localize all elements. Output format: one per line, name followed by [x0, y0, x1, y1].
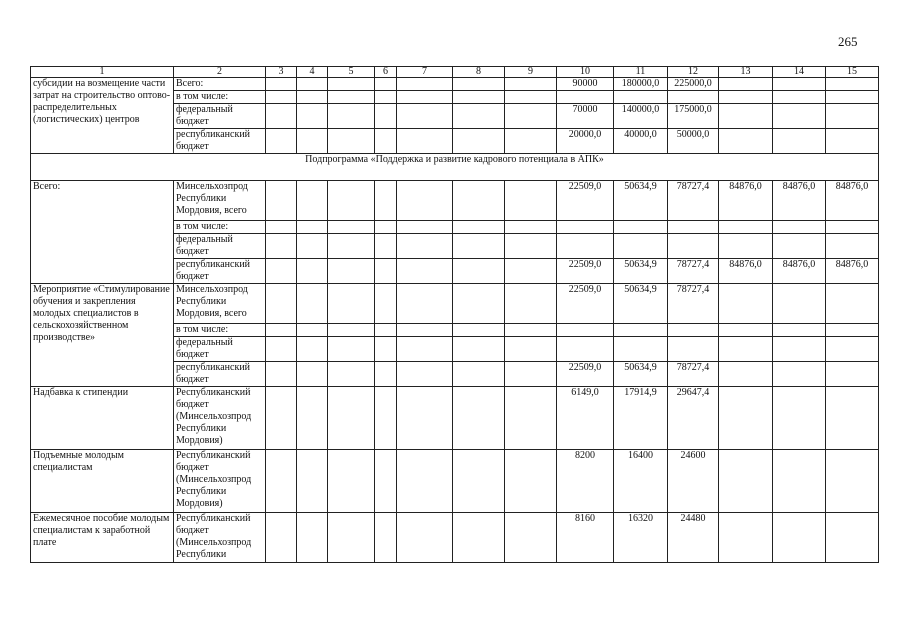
value-cell: 22509,0 [557, 362, 614, 387]
value-cell: 84876,0 [826, 259, 879, 284]
value-cell [826, 78, 879, 91]
row-label: Подъемные молодым специалистам [31, 450, 174, 513]
value-cell: 22509,0 [557, 181, 614, 221]
value-cell: 16320 [614, 513, 668, 563]
column-header: 2 [174, 67, 266, 78]
column-header: 11 [614, 67, 668, 78]
table-row [31, 387, 879, 450]
table-row [31, 181, 879, 221]
budget-source: республиканский бюджет [174, 129, 266, 154]
value-cell: 140000,0 [614, 104, 668, 129]
value-cell: 50634,9 [614, 284, 668, 324]
value-cell: 70000 [557, 104, 614, 129]
page-number: 265 [838, 34, 858, 49]
budget-source: в том числе: [174, 324, 266, 337]
row-label: субсидии на возмещение части затрат на строительство оптово-распределительных (логистических) центров [31, 78, 174, 154]
value-cell: 20000,0 [557, 129, 614, 154]
column-header: 14 [773, 67, 826, 78]
column-header: 1 [31, 67, 174, 78]
value-cell [719, 78, 773, 91]
column-header-row [31, 67, 879, 78]
column-header: 9 [505, 67, 557, 78]
budget-source: Минсельхозпрод Республики Мордовия, всего [174, 181, 266, 221]
column-header: 5 [328, 67, 375, 78]
value-cell: 84876,0 [826, 181, 879, 221]
column-header: 12 [668, 67, 719, 78]
budget-source: республиканский бюджет [174, 362, 266, 387]
value-cell: 78727,4 [668, 259, 719, 284]
value-cell: 50634,9 [614, 259, 668, 284]
value-cell: 24600 [668, 450, 719, 513]
budget-source: в том числе: [174, 221, 266, 234]
value-cell [614, 91, 668, 104]
budget-source: республиканский бюджет [174, 259, 266, 284]
column-header: 8 [453, 67, 505, 78]
column-header: 10 [557, 67, 614, 78]
value-cell: 175000,0 [668, 104, 719, 129]
row-label: Ежемесячное пособие молодым специалистам к заработной плате [31, 513, 174, 563]
value-cell [557, 91, 614, 104]
value-cell: 84876,0 [719, 259, 773, 284]
column-header: 7 [397, 67, 453, 78]
value-cell: 29647,4 [668, 387, 719, 450]
value-cell: 8160 [557, 513, 614, 563]
budget-source: федеральный бюджет [174, 337, 266, 362]
budget-source: Республиканский бюджет (Минсельхозпрод Республики Мордовия) [174, 450, 266, 513]
value-cell [668, 91, 719, 104]
value-cell: 17914,9 [614, 387, 668, 450]
value-cell: 6149,0 [557, 387, 614, 450]
budget-source: Республиканский бюджет (Минсельхозпрод Республики Мордовия) [174, 387, 266, 450]
table-row [31, 450, 879, 513]
value-cell: 22509,0 [557, 259, 614, 284]
value-cell: 78727,4 [668, 362, 719, 387]
subprogram-heading: Подпрограмма «Поддержка и развитие кадрового потенциала в АПК» [31, 154, 879, 181]
budget-source: Минсельхозпрод Республики Мордовия, всего [174, 284, 266, 324]
value-cell: 84876,0 [773, 181, 826, 221]
value-cell: 16400 [614, 450, 668, 513]
row-label: Всего: [31, 181, 174, 284]
value-cell: 22509,0 [557, 284, 614, 324]
budget-source: Всего: [174, 78, 266, 91]
value-cell: 50634,9 [614, 181, 668, 221]
value-cell: 40000,0 [614, 129, 668, 154]
column-header: 15 [826, 67, 879, 78]
budget-source: в том числе: [174, 91, 266, 104]
value-cell: 50634,9 [614, 362, 668, 387]
value-cell: 90000 [557, 78, 614, 91]
column-header: 6 [375, 67, 397, 78]
budget-table [30, 66, 879, 563]
value-cell: 78727,4 [668, 181, 719, 221]
value-cell: 84876,0 [773, 259, 826, 284]
column-header: 13 [719, 67, 773, 78]
row-label: Мероприятие «Стимулирование обучения и закрепления молодых специалистов в сельскохозяйственном производстве» [31, 284, 174, 387]
row-label: Надбавка к стипендии [31, 387, 174, 450]
value-cell: 8200 [557, 450, 614, 513]
column-header: 4 [297, 67, 328, 78]
value-cell [773, 78, 826, 91]
budget-source: федеральный бюджет [174, 234, 266, 259]
value-cell: 78727,4 [668, 284, 719, 324]
value-cell: 225000,0 [668, 78, 719, 91]
value-cell: 180000,0 [614, 78, 668, 91]
budget-source: федеральный бюджет [174, 104, 266, 129]
value-cell: 84876,0 [719, 181, 773, 221]
column-header: 3 [266, 67, 297, 78]
value-cell: 24480 [668, 513, 719, 563]
value-cell: 50000,0 [668, 129, 719, 154]
budget-source: Республиканский бюджет (Минсельхозпрод Республики [174, 513, 266, 563]
subprogram-row [31, 154, 879, 181]
table-row [31, 78, 879, 91]
table-row [31, 513, 879, 563]
table-row [31, 284, 879, 324]
